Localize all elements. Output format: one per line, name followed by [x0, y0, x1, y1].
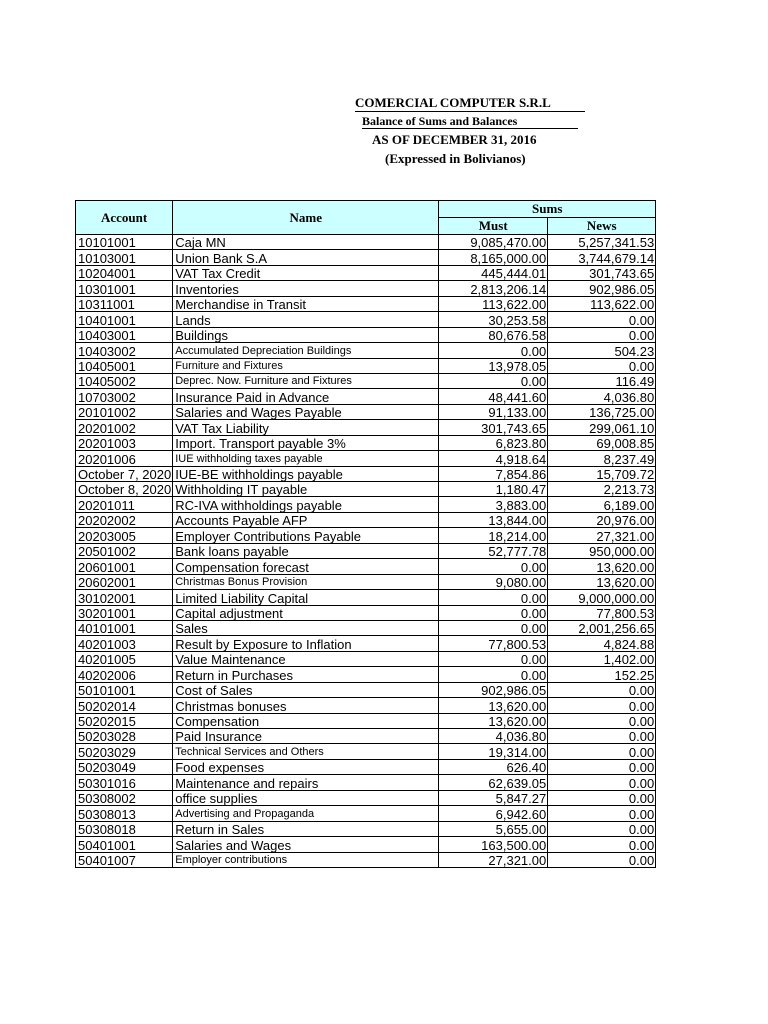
news-cell: 0.00 — [548, 729, 656, 744]
name-cell: Accounts Payable AFP — [173, 512, 439, 527]
company-underline — [355, 111, 585, 112]
news-cell: 0.00 — [548, 713, 656, 728]
name-cell: Import. Transport payable 3% — [173, 435, 439, 450]
news-cell: 2,001,256.65 — [548, 620, 656, 635]
news-cell: 0.00 — [548, 837, 656, 852]
must-cell: 0.00 — [439, 605, 548, 620]
name-cell: Inventories — [173, 281, 439, 296]
account-cell: 10405002 — [76, 373, 173, 388]
account-cell: 20202002 — [76, 512, 173, 527]
name-cell: Withholding IT payable — [173, 482, 439, 497]
name-cell: Furniture and Fixtures — [173, 358, 439, 373]
table-row — [76, 574, 656, 589]
name-cell: Sales — [173, 620, 439, 635]
table-row — [76, 358, 656, 373]
name-cell: Salaries and Wages — [173, 837, 439, 852]
sums-header: Sums — [439, 201, 656, 218]
table-row — [76, 790, 656, 805]
must-cell: 48,441.60 — [439, 389, 548, 404]
news-cell: 4,824.88 — [548, 636, 656, 651]
table-row — [76, 312, 656, 327]
must-cell: 445,444.01 — [439, 265, 548, 280]
news-cell: 301,743.65 — [548, 265, 656, 280]
table-row — [76, 451, 656, 466]
news-cell: 0.00 — [548, 682, 656, 697]
account-cell: 50401007 — [76, 852, 173, 867]
table-row — [76, 806, 656, 821]
name-cell: IUE withholding taxes payable — [173, 451, 439, 466]
table-row — [76, 265, 656, 280]
must-cell: 62,639.05 — [439, 775, 548, 790]
table-row — [76, 837, 656, 852]
news-cell: 950,000.00 — [548, 543, 656, 558]
table-row — [76, 327, 656, 342]
news-cell: 0.00 — [548, 759, 656, 774]
account-cell: 50202014 — [76, 698, 173, 713]
table-row — [76, 482, 656, 497]
account-cell: 10301001 — [76, 281, 173, 296]
news-cell: 8,237.49 — [548, 451, 656, 466]
table-row — [76, 343, 656, 358]
must-cell: 0.00 — [439, 559, 548, 574]
must-cell: 9,085,470.00 — [439, 235, 548, 250]
table-row — [76, 729, 656, 744]
news-cell: 0.00 — [548, 358, 656, 373]
name-cell: Paid Insurance — [173, 729, 439, 744]
table-row — [76, 744, 656, 759]
name-cell: Employer Contributions Payable — [173, 528, 439, 543]
must-cell: 3,883.00 — [439, 497, 548, 512]
must-cell: 0.00 — [439, 667, 548, 682]
table-row — [76, 512, 656, 527]
account-cell: 30102001 — [76, 590, 173, 605]
account-cell: 10401001 — [76, 312, 173, 327]
name-cell: Limited Liability Capital — [173, 590, 439, 605]
account-cell: 10311001 — [76, 296, 173, 311]
report-date: AS OF DECEMBER 31, 2016 — [372, 132, 537, 147]
table-row — [76, 605, 656, 620]
account-cell: 50308013 — [76, 806, 173, 821]
must-cell: 5,655.00 — [439, 821, 548, 836]
account-cell: 20601001 — [76, 559, 173, 574]
table-row — [76, 620, 656, 635]
name-cell: VAT Tax Credit — [173, 265, 439, 280]
name-cell: Capital adjustment — [173, 605, 439, 620]
must-cell: 8,165,000.00 — [439, 250, 548, 265]
news-cell: 0.00 — [548, 852, 656, 867]
account-cell: 10103001 — [76, 250, 173, 265]
must-cell: 18,214.00 — [439, 528, 548, 543]
name-cell: Employer contributions — [173, 852, 439, 867]
subtitle-underline — [362, 128, 578, 129]
must-cell: 0.00 — [439, 651, 548, 666]
table-row — [76, 852, 656, 867]
account-cell: 50301016 — [76, 775, 173, 790]
must-cell: 0.00 — [439, 373, 548, 388]
must-cell: 0.00 — [439, 620, 548, 635]
must-cell: 9,080.00 — [439, 574, 548, 589]
name-cell: Buildings — [173, 327, 439, 342]
must-cell: 6,823.80 — [439, 435, 548, 450]
account-cell: 10101001 — [76, 235, 173, 250]
news-cell: 0.00 — [548, 806, 656, 821]
news-cell: 0.00 — [548, 312, 656, 327]
account-cell: 20201003 — [76, 435, 173, 450]
must-cell: 4,036.80 — [439, 729, 548, 744]
name-cell: Deprec. Now. Furniture and Fixtures — [173, 373, 439, 388]
name-cell: RC-IVA withholdings payable — [173, 497, 439, 512]
account-cell: 40101001 — [76, 620, 173, 635]
table-row — [76, 590, 656, 605]
table-row — [76, 543, 656, 558]
name-cell: Cost of Sales — [173, 682, 439, 697]
must-cell: 27,321.00 — [439, 852, 548, 867]
account-cell: October 7, 2020 — [76, 466, 173, 481]
news-cell: 13,620.00 — [548, 574, 656, 589]
must-cell: 0.00 — [439, 343, 548, 358]
account-cell: 20201011 — [76, 497, 173, 512]
table-row — [76, 389, 656, 404]
table-row — [76, 667, 656, 682]
news-header: News — [548, 218, 656, 235]
name-cell: Christmas Bonus Provision — [173, 574, 439, 589]
name-cell: Technical Services and Others — [173, 744, 439, 759]
account-cell: 10403002 — [76, 343, 173, 358]
name-cell: Return in Sales — [173, 821, 439, 836]
news-cell: 4,036.80 — [548, 389, 656, 404]
account-cell: 40201005 — [76, 651, 173, 666]
news-cell: 504.23 — [548, 343, 656, 358]
table-row — [76, 404, 656, 419]
table-row — [76, 528, 656, 543]
name-cell: Accumulated Depreciation Buildings — [173, 343, 439, 358]
table-row — [76, 636, 656, 651]
must-cell: 52,777.78 — [439, 543, 548, 558]
name-cell: Bank loans payable — [173, 543, 439, 558]
currency-note: (Expressed in Bolivianos) — [385, 151, 526, 166]
must-cell: 80,676.58 — [439, 327, 548, 342]
news-cell: 2,213.73 — [548, 482, 656, 497]
news-cell: 0.00 — [548, 698, 656, 713]
name-cell: Return in Purchases — [173, 667, 439, 682]
company-name: COMERCIAL COMPUTER S.R.L — [355, 95, 551, 110]
news-cell: 113,622.00 — [548, 296, 656, 311]
news-cell: 116.49 — [548, 373, 656, 388]
name-cell: VAT Tax Liability — [173, 420, 439, 435]
must-cell: 113,622.00 — [439, 296, 548, 311]
account-cell: 50101001 — [76, 682, 173, 697]
news-cell: 136,725.00 — [548, 404, 656, 419]
table-row — [76, 682, 656, 697]
table-row — [76, 373, 656, 388]
name-cell: Lands — [173, 312, 439, 327]
table-row — [76, 296, 656, 311]
news-cell: 20,976.00 — [548, 512, 656, 527]
name-cell: Union Bank S.A — [173, 250, 439, 265]
name-cell: Maintenance and repairs — [173, 775, 439, 790]
news-cell: 3,744,679.14 — [548, 250, 656, 265]
must-cell: 13,978.05 — [439, 358, 548, 373]
must-cell: 7,854.86 — [439, 466, 548, 481]
name-cell: Caja MN — [173, 235, 439, 250]
account-cell: 10405001 — [76, 358, 173, 373]
table-row — [76, 821, 656, 836]
account-cell: 50308018 — [76, 821, 173, 836]
table-row — [76, 420, 656, 435]
name-cell: office supplies — [173, 790, 439, 805]
must-cell: 13,620.00 — [439, 698, 548, 713]
must-cell: 163,500.00 — [439, 837, 548, 852]
account-cell: 10703002 — [76, 389, 173, 404]
account-cell: 40201003 — [76, 636, 173, 651]
news-cell: 77,800.53 — [548, 605, 656, 620]
news-cell: 6,189.00 — [548, 497, 656, 512]
news-cell: 902,986.05 — [548, 281, 656, 296]
table-row — [76, 713, 656, 728]
news-cell: 27,321.00 — [548, 528, 656, 543]
must-cell: 4,918.64 — [439, 451, 548, 466]
must-cell: 1,180.47 — [439, 482, 548, 497]
news-cell: 0.00 — [548, 744, 656, 759]
table-row — [76, 250, 656, 265]
must-cell: 6,942.60 — [439, 806, 548, 821]
account-header: Account — [76, 201, 173, 235]
news-cell: 15,709.72 — [548, 466, 656, 481]
account-cell: 10204001 — [76, 265, 173, 280]
account-cell: 50401001 — [76, 837, 173, 852]
must-cell: 13,844.00 — [439, 512, 548, 527]
account-cell: 50203049 — [76, 759, 173, 774]
must-cell: 2,813,206.14 — [439, 281, 548, 296]
news-cell: 13,620.00 — [548, 559, 656, 574]
table-row — [76, 235, 656, 250]
name-cell: Value Maintenance — [173, 651, 439, 666]
account-cell: 20501002 — [76, 543, 173, 558]
account-cell: 50202015 — [76, 713, 173, 728]
name-cell: Christmas bonuses — [173, 698, 439, 713]
news-cell: 0.00 — [548, 775, 656, 790]
must-header: Must — [439, 218, 548, 235]
must-cell: 91,133.00 — [439, 404, 548, 419]
table-row — [76, 435, 656, 450]
name-cell: IUE-BE withholdings payable — [173, 466, 439, 481]
news-cell: 152.25 — [548, 667, 656, 682]
table-row — [76, 775, 656, 790]
must-cell: 626.40 — [439, 759, 548, 774]
account-cell: 50203029 — [76, 744, 173, 759]
account-cell: 20602001 — [76, 574, 173, 589]
report-subtitle: Balance of Sums and Balances — [362, 114, 518, 128]
account-cell: 30201001 — [76, 605, 173, 620]
account-cell: 50203028 — [76, 729, 173, 744]
must-cell: 19,314.00 — [439, 744, 548, 759]
name-cell: Merchandise in Transit — [173, 296, 439, 311]
table-row — [76, 281, 656, 296]
news-cell: 9,000,000.00 — [548, 590, 656, 605]
account-cell: 20101002 — [76, 404, 173, 419]
account-cell: October 8, 2020 — [76, 482, 173, 497]
name-cell: Food expenses — [173, 759, 439, 774]
table-row — [76, 759, 656, 774]
must-cell: 5,847.27 — [439, 790, 548, 805]
name-cell: Advertising and Propaganda — [173, 806, 439, 821]
news-cell: 1,402.00 — [548, 651, 656, 666]
must-cell: 0.00 — [439, 590, 548, 605]
table-row — [76, 651, 656, 666]
news-cell: 0.00 — [548, 821, 656, 836]
table-row — [76, 698, 656, 713]
account-cell: 40202006 — [76, 667, 173, 682]
table-body — [76, 235, 656, 868]
news-cell: 0.00 — [548, 327, 656, 342]
must-cell: 30,253.58 — [439, 312, 548, 327]
name-cell: Compensation forecast — [173, 559, 439, 574]
news-cell: 5,257,341.53 — [548, 235, 656, 250]
name-header: Name — [173, 201, 439, 235]
news-cell: 299,061.10 — [548, 420, 656, 435]
name-cell: Result by Exposure to Inflation — [173, 636, 439, 651]
news-cell: 69,008.85 — [548, 435, 656, 450]
must-cell: 301,743.65 — [439, 420, 548, 435]
name-cell: Insurance Paid in Advance — [173, 389, 439, 404]
table-row — [76, 466, 656, 481]
balance-table — [75, 200, 656, 868]
table-row — [76, 559, 656, 574]
news-cell: 0.00 — [548, 790, 656, 805]
must-cell: 13,620.00 — [439, 713, 548, 728]
table-row — [76, 497, 656, 512]
account-cell: 10403001 — [76, 327, 173, 342]
account-cell: 50308002 — [76, 790, 173, 805]
name-cell: Salaries and Wages Payable — [173, 404, 439, 419]
account-cell: 20201006 — [76, 451, 173, 466]
must-cell: 902,986.05 — [439, 682, 548, 697]
account-cell: 20203005 — [76, 528, 173, 543]
must-cell: 77,800.53 — [439, 636, 548, 651]
name-cell: Compensation — [173, 713, 439, 728]
account-cell: 20201002 — [76, 420, 173, 435]
